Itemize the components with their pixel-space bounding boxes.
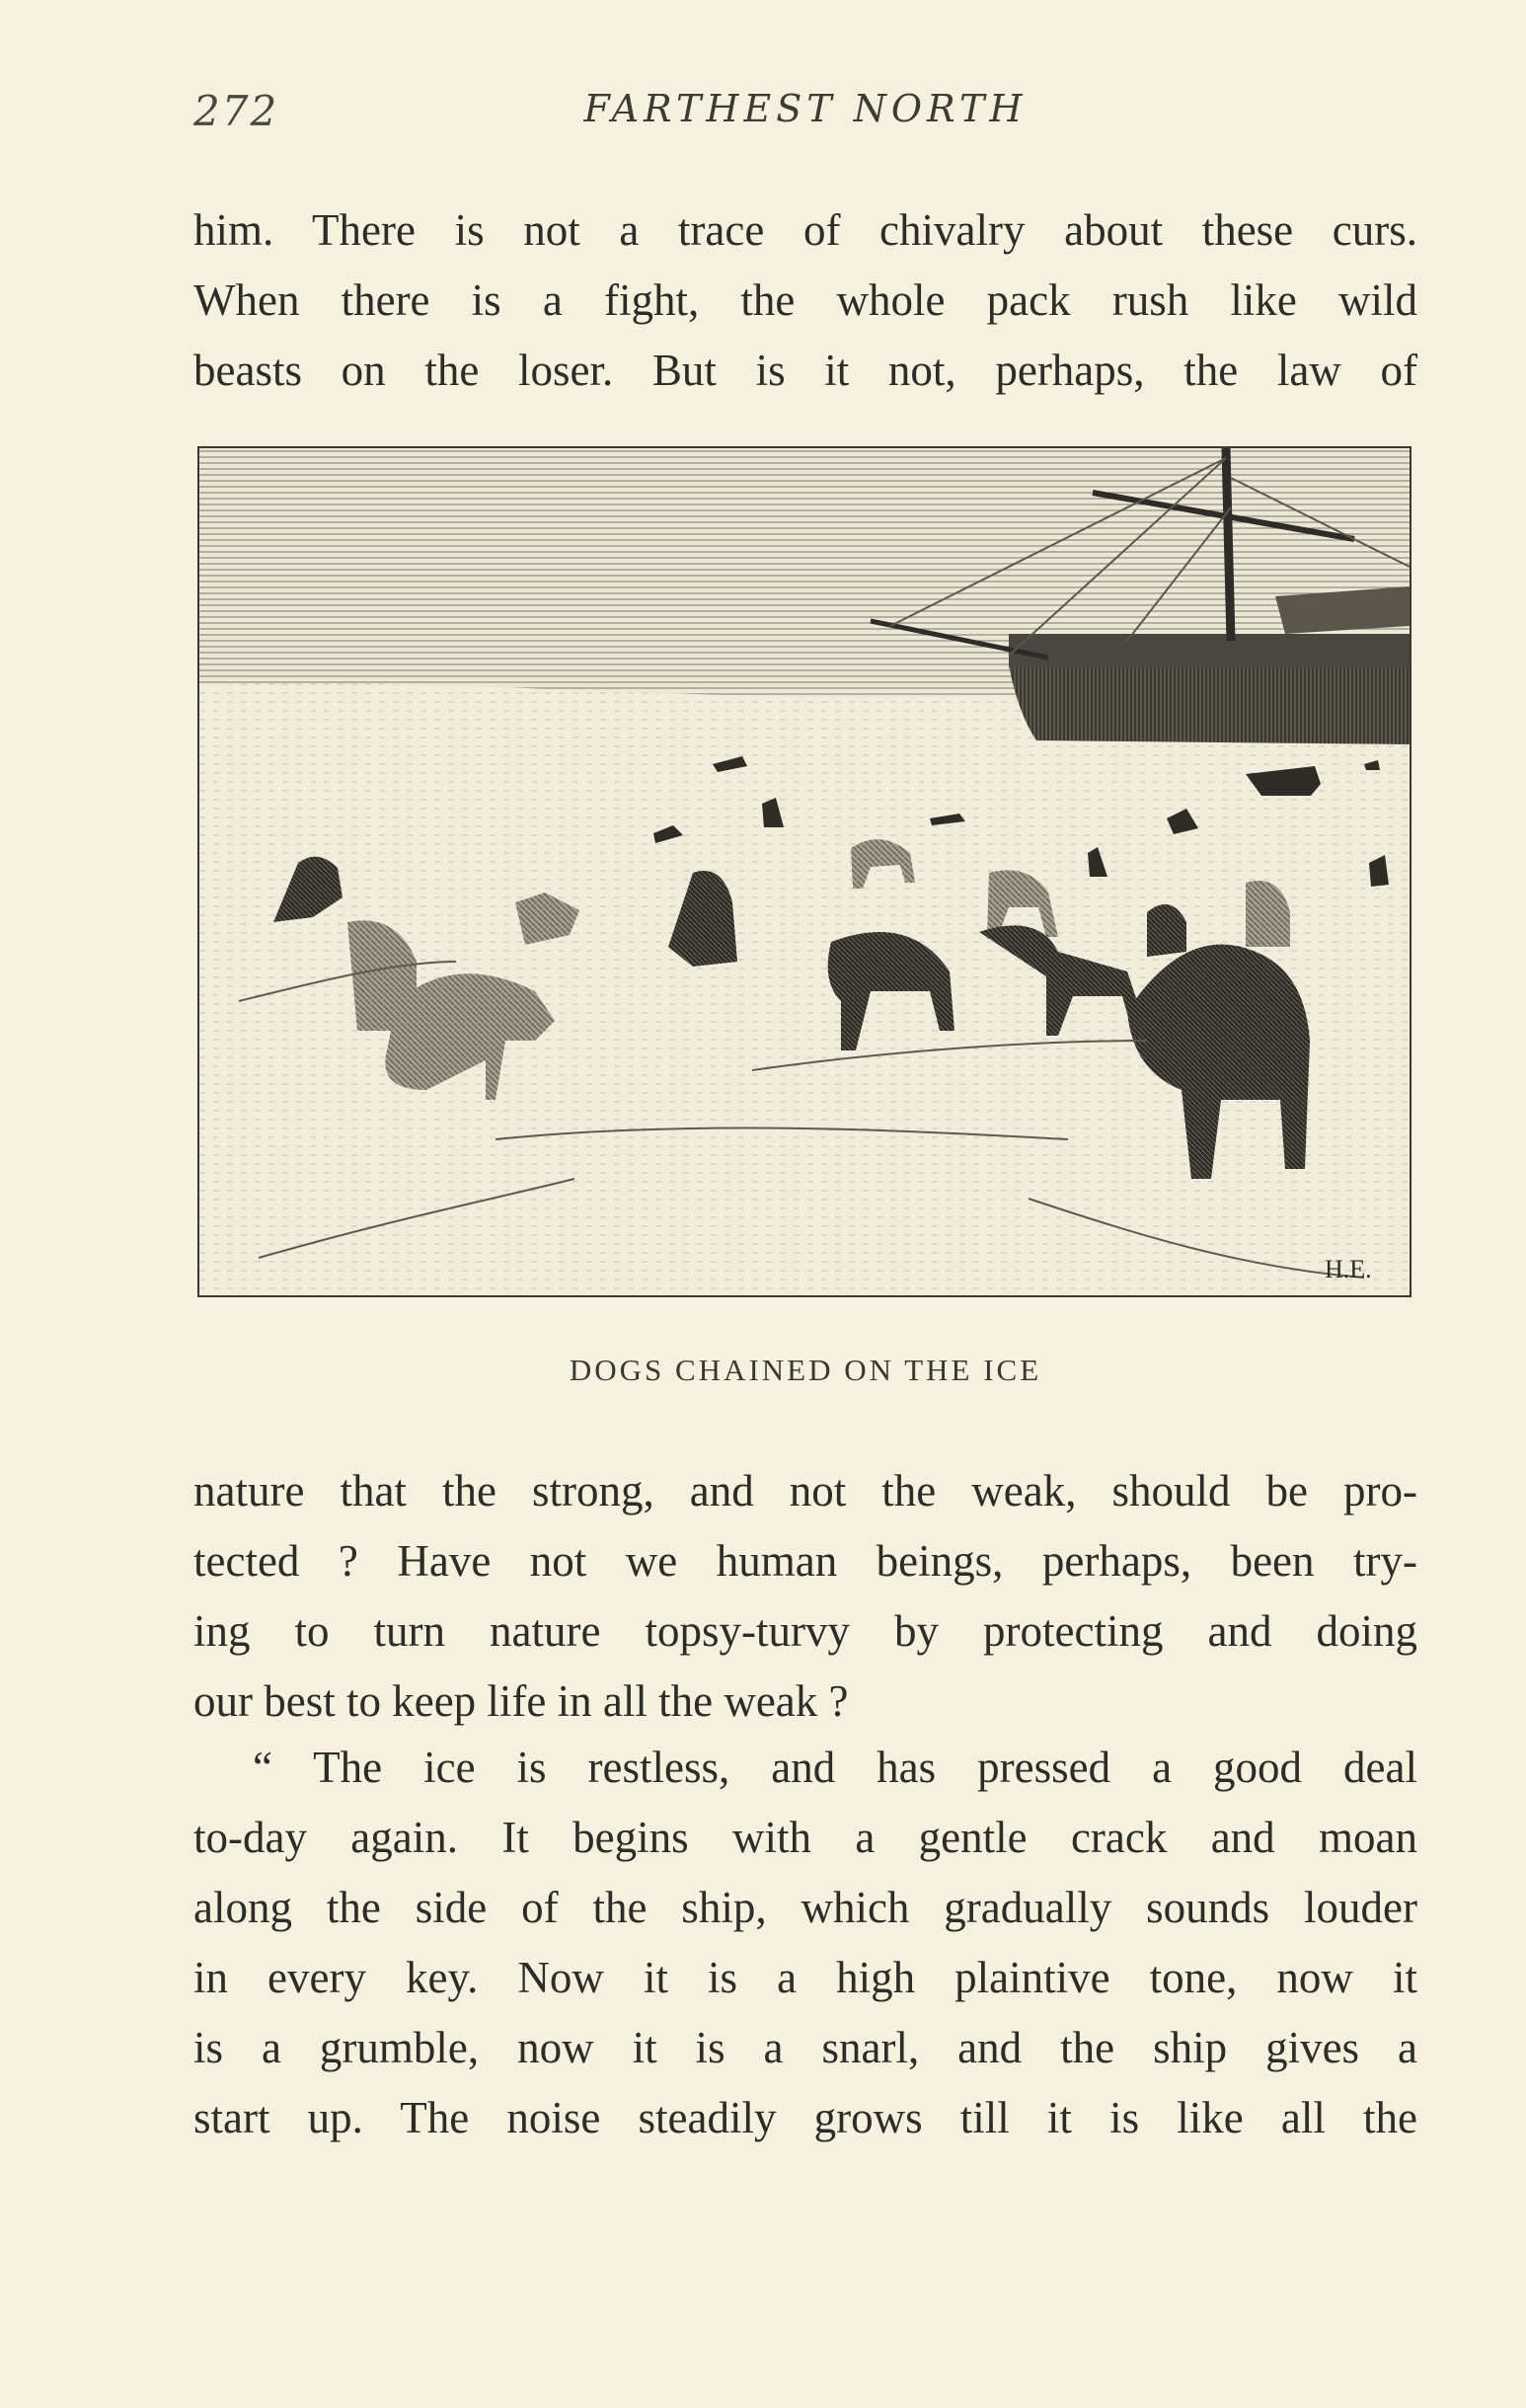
paragraph-top bbox=[193, 195, 1417, 406]
artist-signature: H.E. bbox=[1325, 1255, 1372, 1283]
text-line: nature that the strong, and not the weak, should be pro- bbox=[193, 1466, 1417, 1515]
figure-caption: DOGS CHAINED ON THE ICE bbox=[569, 1353, 1042, 1387]
text-line: along the side of the ship, which gradually sounds louder bbox=[193, 1883, 1417, 1932]
figure-illustration bbox=[197, 446, 1412, 1297]
paragraph-middle bbox=[193, 1456, 1417, 1737]
text-line: him. There is not a trace of chivalry about these curs. bbox=[193, 205, 1417, 255]
text-line: our best to keep life in all the weak ? bbox=[193, 1676, 849, 1726]
text-line: tected ? Have not we human beings, perhaps, been try- bbox=[193, 1536, 1417, 1586]
engraving-dogs-on-ice bbox=[199, 448, 1410, 1295]
text-line: “ The ice is restless, and has pressed a good deal bbox=[253, 1743, 1417, 1792]
text-line: in every key. Now it is a high plaintive tone, now it bbox=[193, 1953, 1417, 2002]
text-line: ing to turn nature topsy-turvy by protecting and doing bbox=[193, 1606, 1417, 1656]
running-title: FARTHEST NORTH bbox=[583, 87, 1028, 130]
text-line: to-day again. It begins with a gentle crack and moan bbox=[193, 1813, 1417, 1862]
page-number: 272 bbox=[193, 87, 279, 135]
text-line: When there is a fight, the whole pack rush like wild bbox=[193, 275, 1417, 325]
text-line: is a grumble, now it is a snarl, and the ship gives a bbox=[193, 2023, 1417, 2072]
page-header bbox=[193, 87, 1417, 146]
text-line: start up. The noise steadily grows till it is like all the bbox=[193, 2093, 1417, 2142]
text-line: beasts on the loser. But is it not, perhaps, the law of bbox=[193, 346, 1417, 395]
paragraph-bottom bbox=[193, 1733, 1417, 2153]
